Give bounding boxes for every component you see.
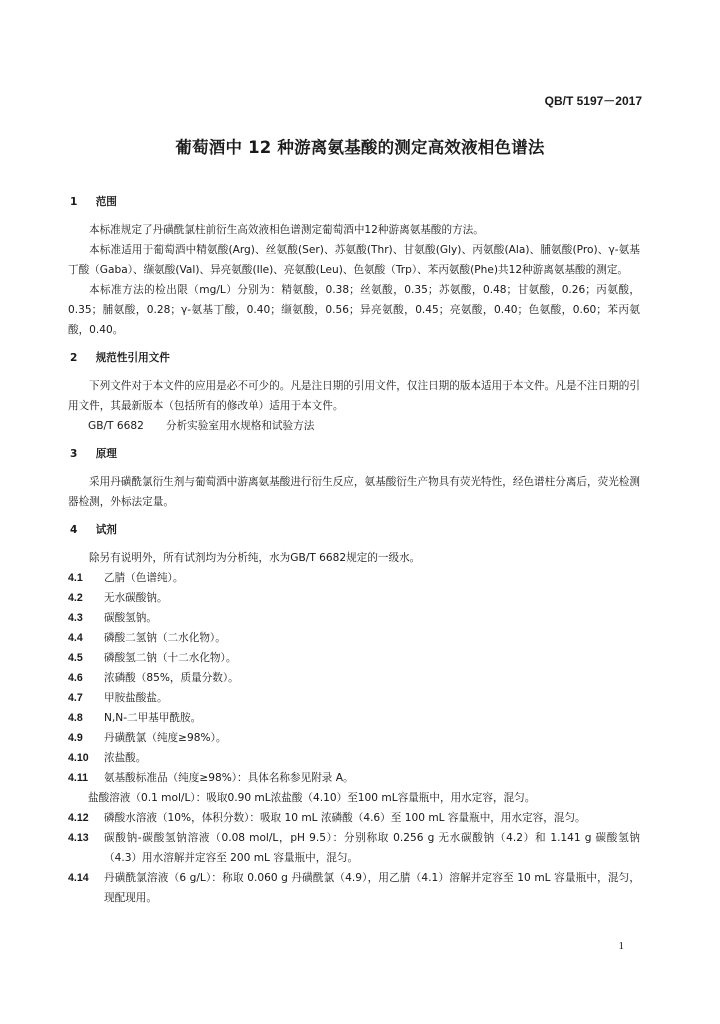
item-text: 磷酸氢二钠（十二水化物）。	[104, 652, 237, 664]
item-number: 4.6	[68, 672, 83, 684]
item-text: 碳酸钠-碳酸氢钠溶液（0.08 mol/L，pH 9.5）：分别称取 0.256 g 无水碳酸钠（4.2）和 1.141 g 碳酸氢钠（4.3）用水溶解并定容至 200 mL 容量瓶中，混匀。	[104, 832, 640, 864]
reference-title: 分析实验室用水规格和试验方法	[166, 420, 315, 432]
item-number: 4.2	[68, 592, 83, 604]
list-item	[68, 748, 640, 768]
list-item	[68, 728, 640, 748]
list-item	[68, 568, 640, 588]
list-item	[68, 588, 640, 608]
section-number: 3	[70, 448, 78, 460]
section-title: 规范性引用文件	[95, 352, 170, 364]
item-text: 无水碳酸钠。	[104, 592, 168, 604]
section-title: 试剂	[95, 524, 117, 536]
list-item	[68, 808, 640, 828]
paragraph: 本标准方法的检出限（mg/L）分别为：精氨酸，0.38；丝氨酸，0.35；苏氨酸，0.48；甘氨酸，0.26；丙氨酸，0.35；脯氨酸，0.28；γ-氨基丁酸，0.40；缬氨酸，0.56；异亮氨酸，0.45；亮氨酸，0.40；色氨酸，0.60；苯丙氨酸，0.40。	[68, 284, 640, 336]
document-body	[68, 184, 640, 908]
sub-paragraph: 盐酸溶液（0.1 mol/L）：吸取0.90 mL浓盐酸（4.10）至100 mL容量瓶中，用水定容，混匀。	[88, 792, 536, 804]
list-item	[68, 828, 640, 868]
item-number: 4.8	[68, 712, 83, 724]
list-item	[68, 608, 640, 628]
paragraph: 下列文件对于本文件的应用是必不可少的。凡是注日期的引用文件，仅注日期的版本适用于本文件。凡是不注日期的引用文件，其最新版本（包括所有的修改单）适用于本文件。	[68, 380, 640, 412]
list-item	[68, 768, 640, 788]
item-number: 4.13	[68, 832, 89, 844]
item-number: 4.3	[68, 612, 83, 624]
item-text: 浓磷酸（85%，质量分数）。	[104, 672, 239, 684]
item-text: 氨基酸标准品（纯度≥98%）：具体名称参见附录 A。	[104, 772, 354, 784]
item-number: 4.10	[68, 752, 89, 764]
section-number: 4	[70, 524, 78, 536]
list-item	[68, 868, 640, 908]
item-number: 4.9	[68, 732, 83, 744]
item-number: 4.5	[68, 652, 83, 664]
section-number: 2	[70, 352, 78, 364]
item-text: 甲胺盐酸盐。	[104, 692, 168, 704]
item-text: 碳酸氢钠。	[104, 612, 157, 624]
list-item	[68, 708, 640, 728]
item-number: 4.7	[68, 692, 83, 704]
item-number: 4.12	[68, 812, 89, 824]
item-text: 磷酸水溶液（10%，体积分数）：吸取 10 mL 浓磷酸（4.6）至 100 mL 容量瓶中，用水定容，混匀。	[104, 812, 586, 824]
paragraph: 本标准适用于葡萄酒中精氨酸(Arg)、丝氨酸(Ser)、苏氨酸(Thr)、甘氨酸(Gly)、丙氨酸(Ala)、脯氨酸(Pro)、γ-氨基丁酸（Gaba）、缬氨酸(Val)、异亮氨酸(Ile)、亮氨酸(Leu)、色氨酸（Trp）、苯丙氨酸(Phe)共12种游离氨基酸的测定。	[68, 244, 640, 276]
item-number: 4.14	[68, 872, 89, 884]
list-item	[68, 668, 640, 688]
item-text: 磷酸二氢钠（二水化物）。	[104, 632, 226, 644]
reference-code: GB/T 6682	[88, 420, 144, 432]
item-text: 丹磺酰氯（纯度≥98%）。	[104, 732, 227, 744]
document-title: 葡萄酒中 12 种游离氨基酸的测定高效液相色谱法	[175, 138, 545, 157]
standard-code: QB/T 5197－2017	[544, 94, 642, 108]
item-text: 乙腈（色谱纯）。	[104, 572, 184, 584]
item-number: 4.4	[68, 632, 83, 644]
section-heading-scope	[68, 192, 640, 212]
paragraph: 采用丹磺酰氯衍生剂与葡萄酒中游离氨基酸进行衍生反应，氨基酸衍生产物具有荧光特性，经色谱柱分离后，荧光检测器检测，外标法定量。	[68, 476, 640, 508]
list-item	[68, 628, 640, 648]
section-title: 范围	[95, 196, 117, 208]
section-heading-reagents	[68, 520, 640, 540]
list-item	[68, 648, 640, 668]
paragraph: 除另有说明外，所有试剂均为分析纯，水为GB/T 6682规定的一级水。	[89, 552, 421, 564]
list-item	[68, 688, 640, 708]
item-text: N,N-二甲基甲酰胺。	[104, 712, 202, 724]
item-text: 浓盐酸。	[104, 752, 147, 764]
item-text: 丹磺酰氯溶液（6 g/L）：称取 0.060 g 丹磺酰氯（4.9），用乙腈（4.1）溶解并定容至 10 mL 容量瓶中，混匀，现配现用。	[104, 872, 640, 904]
section-heading-references	[68, 348, 640, 368]
page-number: 1	[618, 940, 624, 952]
normative-reference	[68, 416, 640, 436]
section-number: 1	[70, 196, 78, 208]
item-number: 4.1	[68, 572, 83, 584]
paragraph: 本标准规定了丹磺酰氯柱前衍生高效液相色谱测定葡萄酒中12种游离氨基酸的方法。	[89, 224, 484, 236]
section-heading-principle	[68, 444, 640, 464]
item-number: 4.11	[68, 772, 89, 784]
section-title: 原理	[95, 448, 117, 460]
